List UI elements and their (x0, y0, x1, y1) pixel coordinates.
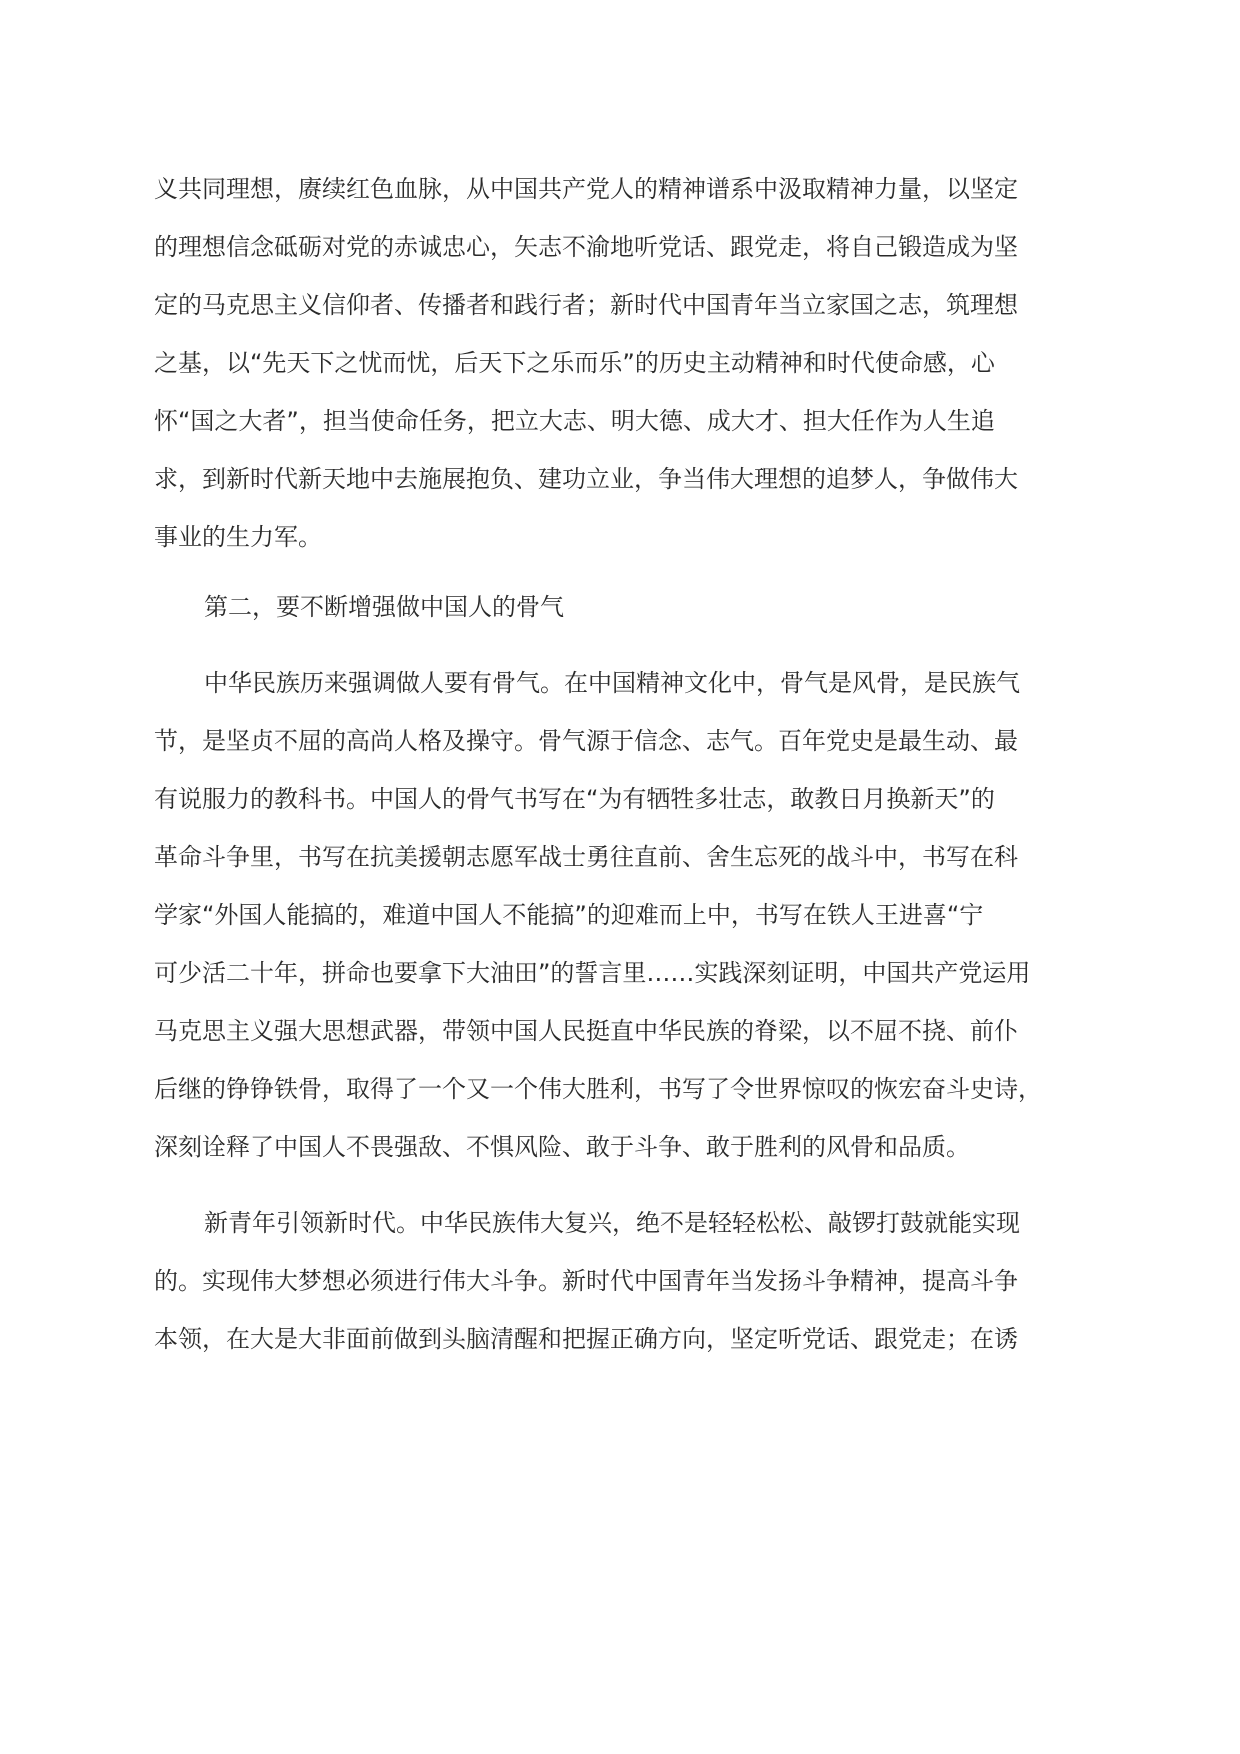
text-line: 深刻诠释了中国人不畏强敌、不惧风险、敢于斗争、敢于胜利的风骨和品质。 (154, 1133, 970, 1161)
text-line: 可少活二十年，拼命也要拿下大油田”的誓言里……实践深刻证明，中国共产党运用 (154, 959, 1031, 987)
text-line: 怀“国之大者”，担当使命任务，把立大志、明大德、成大才、担大任作为人生追 (154, 407, 995, 435)
text-line: 本领，在大是大非面前做到头脑清醒和把握正确方向，坚定听党话、跟党走；在诱 (154, 1325, 1018, 1353)
text-line: 之基，以“先天下之忧而忧，后天下之乐而乐”的历史主动精神和时代使命感，心 (154, 349, 995, 377)
text-line: 有说服力的教科书。中国人的骨气书写在“为有牺牲多壮志，敢教日月换新天”的 (154, 785, 995, 813)
text-line: 义共同理想，赓续红色血脉，从中国共产党人的精神谱系中汲取精神力量，以坚定 (154, 175, 1018, 203)
text-line: 学家“外国人能搞的，难道中国人不能搞”的迎难而上中，书写在铁人王进喜“宁 (154, 901, 984, 929)
section-heading: 第二，要不断增强做中国人的骨气 (204, 593, 564, 621)
text-line: 定的马克思主义信仰者、传播者和践行者；新时代中国青年当立家国之志，筑理想 (154, 291, 1018, 319)
text-line: 的。实现伟大梦想必须进行伟大斗争。新时代中国青年当发扬斗争精神，提高斗争 (154, 1267, 1018, 1295)
text-line: 求，到新时代新天地中去施展抱负、建功立业，争当伟大理想的追梦人，争做伟大 (154, 465, 1018, 493)
text-line: 后继的铮铮铁骨，取得了一个又一个伟大胜利，书写了令世界惊叹的恢宏奋斗史诗， (154, 1075, 1042, 1103)
text-line: 中华民族历来强调做人要有骨气。在中国精神文化中，骨气是风骨，是民族气 (204, 669, 1020, 697)
text-line: 新青年引领新时代。中华民族伟大复兴，绝不是轻轻松松、敲锣打鼓就能实现 (204, 1209, 1020, 1237)
text-line: 革命斗争里，书写在抗美援朝志愿军战士勇往直前、舍生忘死的战斗中，书写在科 (154, 843, 1018, 871)
text-line: 的理想信念砥砺对党的赤诚忠心，矢志不渝地听党话、跟党走，将自己锻造成为坚 (154, 233, 1018, 261)
text-line: 节，是坚贞不屈的高尚人格及操守。骨气源于信念、志气。百年党史是最生动、最 (154, 727, 1018, 755)
text-line: 马克思主义强大思想武器，带领中国人民挺直中华民族的脊梁，以不屈不挠、前仆 (154, 1017, 1018, 1045)
text-line: 事业的生力军。 (154, 523, 322, 551)
